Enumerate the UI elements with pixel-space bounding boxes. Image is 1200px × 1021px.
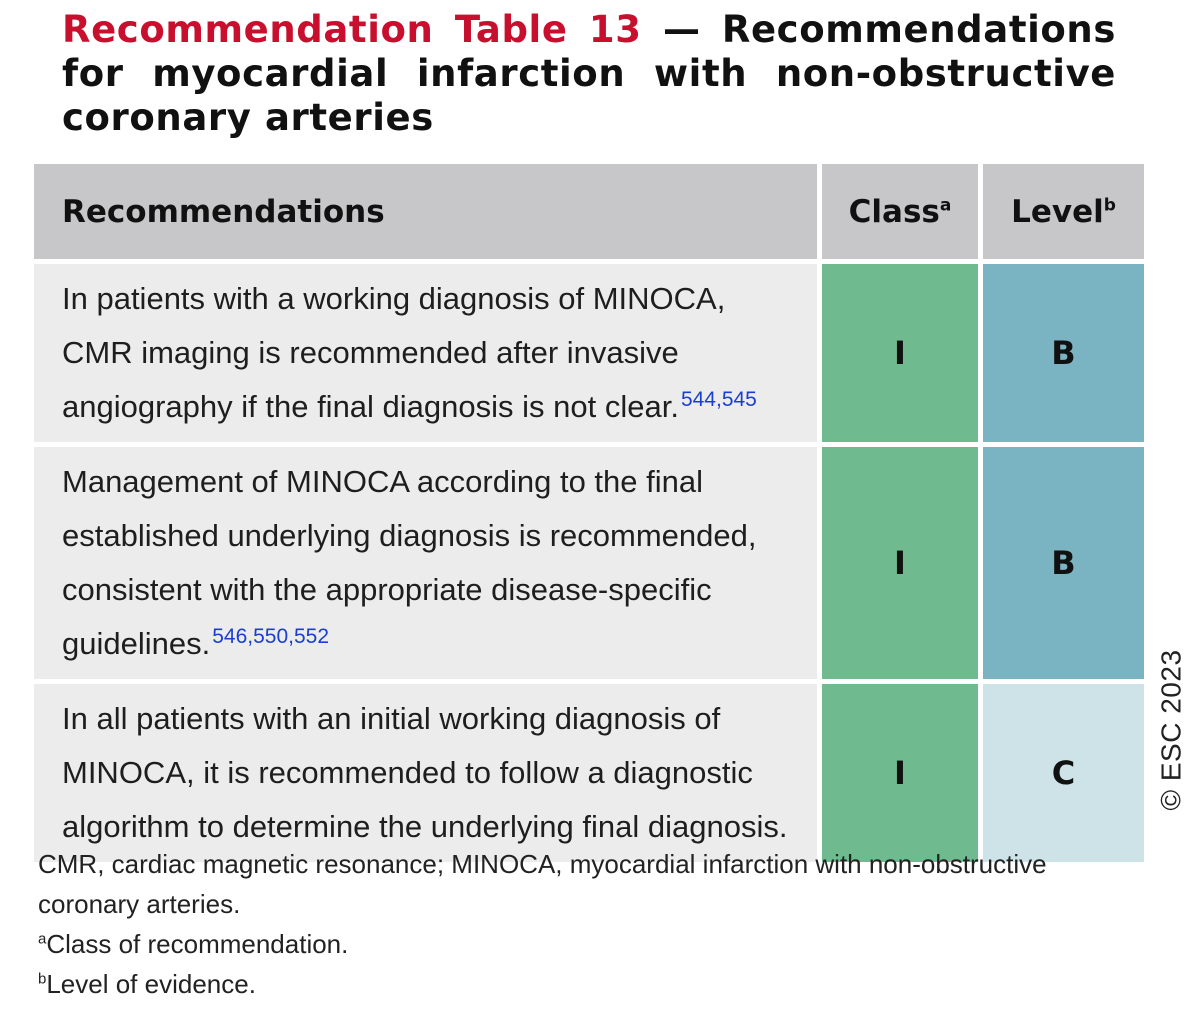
footnote-a-text: Class of recommendation.	[46, 929, 349, 959]
footnote-b-mark: b	[38, 970, 47, 988]
header-recommendations	[34, 164, 822, 264]
level-cell: C	[983, 684, 1144, 862]
table-number: Recommendation Table 13	[62, 8, 642, 51]
header-level-footnote-mark: b	[1103, 195, 1116, 216]
header-level	[983, 164, 1144, 264]
recommendation-cell	[34, 447, 822, 684]
footnote-b-text: Level of evidence.	[46, 969, 256, 999]
recommendation-text: Management of MINOCA according to the final established underlying diagnosis is recommended, consistent with the appropriate disease-specific guidelines.	[62, 464, 757, 661]
level-cell: B	[983, 264, 1144, 447]
table-row	[34, 264, 1144, 447]
header-recommendations-label: Recommendations	[62, 193, 385, 230]
table-row	[34, 447, 1144, 684]
header-class-label: Class	[848, 193, 940, 230]
class-cell: I	[822, 447, 983, 684]
reference-link[interactable]: 544,545	[680, 387, 757, 411]
recommendation-text: In all patients with an initial working diagnosis of MINOCA, it is recommended to follow a diagnostic algorithm to determine the underlying final diagnosis.	[62, 701, 788, 844]
recommendation-text: In patients with a working diagnosis of MINOCA, CMR imaging is recommended after invasive angiography if the final diagnosis is not clear.	[62, 281, 726, 424]
table-row	[34, 684, 1144, 862]
footnote-a-mark: a	[38, 930, 47, 948]
class-cell: I	[822, 684, 983, 862]
footnote-b	[38, 964, 1148, 1004]
level-cell: B	[983, 447, 1144, 684]
table-title	[62, 8, 1116, 140]
header-class	[822, 164, 983, 264]
header-row	[34, 164, 1144, 264]
recommendations-table	[34, 164, 1144, 862]
footnote-a	[38, 924, 1148, 964]
reference-link[interactable]: 546,550,552	[212, 624, 330, 648]
copyright-notice	[1148, 650, 1196, 810]
header-class-footnote-mark: a	[939, 195, 952, 216]
copyright-text: © ESC 2023	[1156, 649, 1187, 811]
recommendation-cell	[34, 684, 822, 862]
recommendation-cell	[34, 264, 822, 447]
abbreviations-note: CMR, cardiac magnetic resonance; MINOCA, myocardial infarction with non-obstructive coronary arteries.	[38, 849, 1047, 919]
class-cell: I	[822, 264, 983, 447]
footnotes	[38, 844, 1148, 1004]
table-title-text: — Recommendations for myocardial infarction with non-obstructive coronary arteries	[62, 8, 1116, 139]
header-level-label: Level	[1011, 193, 1104, 230]
